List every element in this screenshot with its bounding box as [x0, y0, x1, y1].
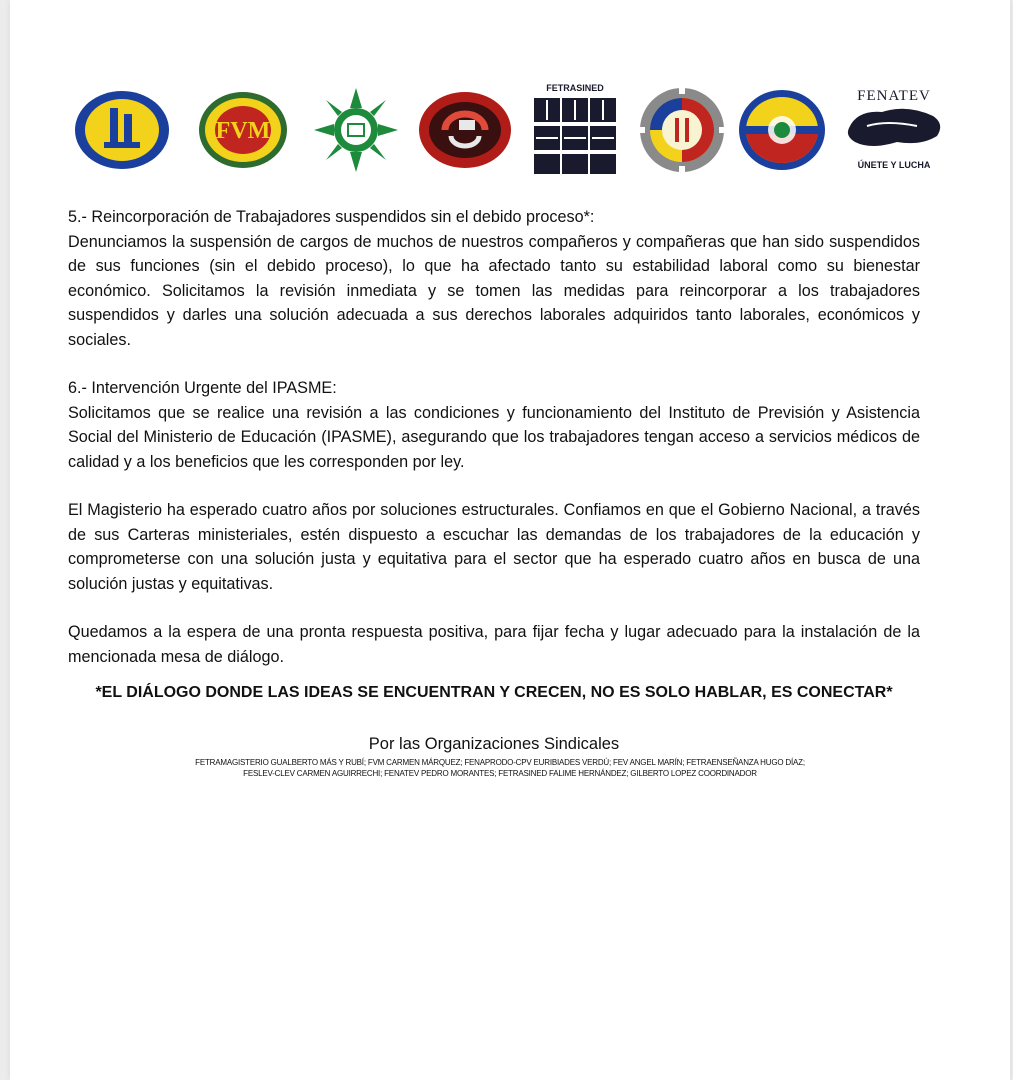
fetraenseñanza-logo-icon — [737, 88, 827, 172]
section-6-heading: 6.- Intervención Urgente del IPASME: — [68, 379, 337, 397]
fvm-initials: FVM — [215, 118, 271, 144]
fetramagisterio-logo-icon — [72, 88, 172, 172]
signatories — [120, 757, 880, 779]
fvm-logo-icon — [197, 90, 289, 170]
section-5-heading: 5.- Reincorporación de Trabajadores suspendidos sin el debido proceso*: — [68, 208, 595, 226]
fenatev-name: FENATEV — [857, 88, 931, 104]
slogan: *EL DIÁLOGO DONDE LAS IDEAS SE ENCUENTRAN Y CRECEN, NO ES SOLO HABLAR, ES CONECTAR* — [95, 684, 893, 701]
signature-title: Por las Organizaciones Sindicales — [368, 735, 620, 753]
fenatev-motto: ÚNETE Y LUCHA — [857, 160, 931, 170]
union-logos-row — [72, 80, 952, 180]
section-5-body: Denunciamos la suspensión de cargos de muchos de nuestros compañeros y compañeras que han sido suspendidos de sus funciones (sin el debido proceso), lo que ha afectado tanto su estabilidad laboral como su bienestar económico. Solicitamos la revisión inmediata y se tomen las medidas para reincorporar a los trabajadores suspendidos y darles una solución adecuada a sus derechos laborales adquiridos tanto laborales, económicos y sociales. — [68, 232, 920, 349]
fetrasined-logo-icon — [532, 80, 618, 176]
waiting-paragraph: Quedamos a la espera de una pronta respuesta positiva, para fijar fecha y lugar adecuado para la instalación de la mencionada mesa de diálogo. — [68, 623, 920, 666]
document-page — [10, 0, 1010, 1080]
fev-logo-icon — [417, 90, 513, 170]
signatories-line-1: FETRAMAGISTERIO GUALBERTO MÁS Y RUBÍ; FVM CARMEN MÁRQUEZ; FENAPRODO-CPV EURIBIADES VERDÚ; FEV ANGEL MARÍN; FETRAENSEÑANZA HUGO DÍAZ; — [195, 758, 805, 767]
fenatev-logo-icon — [837, 80, 952, 176]
section-6-body: Solicitamos que se realice una revisión a las condiciones y funcionamiento del Instituto de Previsión y Asistencia Social del Ministerio de Educación (IPASME), asegurando que los trabajadores tengan acceso a servicios médicos de calidad y a los beneficios que les corresponden por ley. — [68, 403, 920, 471]
fenaprodo-logo-icon — [312, 86, 400, 174]
signatories-line-2: FESLEV-CLEV CARMEN AGUIRRECHI; FENATEV PEDRO MORANTES; FETRASINED FALIME HERNÁNDEZ; GILBERTO LOPEZ COORDINADOR — [243, 769, 757, 778]
fetrasined-name: FETRASINED — [546, 83, 604, 93]
fesl-logo-icon — [637, 86, 727, 174]
letter-body — [68, 205, 920, 669]
closing-paragraph: El Magisterio ha esperado cuatro años por soluciones estructurales. Confiamos en que el Gobierno Nacional, a través de sus Carteras ministeriales, estén dispuesto a escuchar las demandas de los trabajadores de la educación y comprometerse con una solución justa y equitativa para el sector que ha esperado cuatro años en busca de una solución justas y equitativas. — [68, 501, 920, 593]
